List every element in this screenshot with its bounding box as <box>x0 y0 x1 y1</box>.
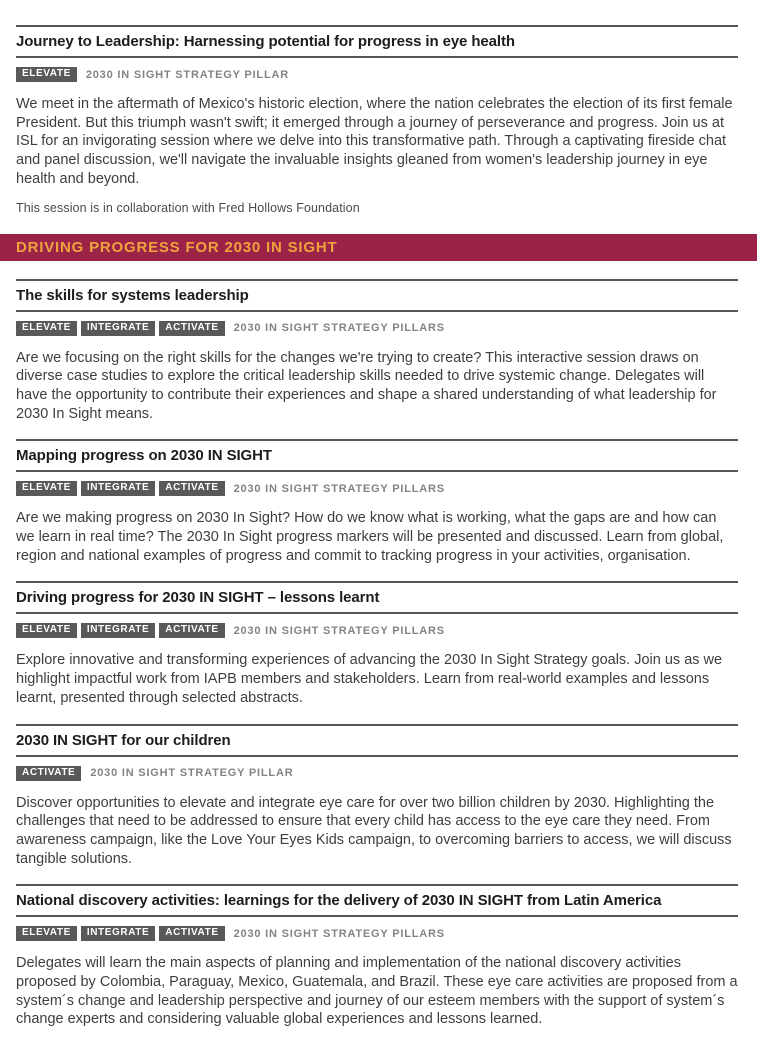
pillar-row-label: 2030 IN SIGHT STRATEGY PILLARS <box>233 927 445 940</box>
session-title: National discovery activities: learnings for the delivery of 2030 IN SIGHT from Latin America <box>16 892 662 910</box>
session-header <box>16 581 738 614</box>
section-banner-label: DRIVING PROGRESS FOR 2030 IN SIGHT <box>16 238 338 256</box>
pillar-row-label: 2030 IN SIGHT STRATEGY PILLARS <box>233 624 445 637</box>
session-header <box>16 884 738 917</box>
session-title: The skills for systems leadership <box>16 286 249 304</box>
pillar-row <box>16 481 738 496</box>
pillar-tag-integrate: INTEGRATE <box>81 623 155 638</box>
pillar-row <box>16 766 738 781</box>
session-journey-to-leadership <box>16 25 738 216</box>
pillar-row-label: 2030 IN SIGHT STRATEGY PILLAR <box>85 68 289 81</box>
session-national-discovery-activities <box>16 884 738 1029</box>
pillar-row-label: 2030 IN SIGHT STRATEGY PILLARS <box>233 482 445 495</box>
session-title: Driving progress for 2030 IN SIGHT – lessons learnt <box>16 589 380 607</box>
pillar-tag-integrate: INTEGRATE <box>81 321 155 336</box>
pillar-tag-activate: ACTIVATE <box>159 321 224 336</box>
session-description: Explore innovative and transforming experiences of advancing the 2030 In Sight Strategy goals. Join us as we highlight impactful work from IAPB members and stakeholders. Learn from real-world examples and lessons learnt, presented through selected abstracts. <box>16 652 723 706</box>
session-header <box>16 439 738 472</box>
pillar-tag-elevate: ELEVATE <box>16 321 77 336</box>
session-header <box>16 279 738 312</box>
session-description: We meet in the aftermath of Mexico's historic election, where the nation celebrates the election of its first female President. But this triumph wasn't swift; it emerged through a journey of perseverance and progress. Join us at ISL for an invigorating session where we delve into this transformative path. Through a captivating fireside chat and panel discussion, we'll navigate the invaluable insights gleaned from women's leadership journey in eye health and beyond. <box>16 96 733 187</box>
session-description: Are we making progress on 2030 In Sight? How do we know what is working, what the gaps are and how can we learn in real time? The 2030 In Sight progress markers will be presented and discussed. Learn from global, region and national examples of progress and commit to tracking progress in your activities, organisation. <box>16 510 724 564</box>
session-for-our-children <box>16 724 738 869</box>
session-description: Discover opportunities to elevate and integrate eye care for over two billion children by 2030. Highlighting the challenges that need to be addressed to ensure that every child has access to the eye care they need. From awareness campaign, like the Love Your Eyes Kids campaign, to overcoming barriers to access, we will discuss tangible solutions. <box>16 794 732 867</box>
collaboration-note: This session is in collaboration with Fred Hollows Foundation <box>16 200 360 215</box>
pillar-row <box>16 321 738 336</box>
session-driving-progress-lessons-learnt <box>16 581 738 707</box>
session-header <box>16 724 738 757</box>
pillar-row-label: 2030 IN SIGHT STRATEGY PILLAR <box>90 767 294 780</box>
session-description: Delegates will learn the main aspects of planning and implementation of the national discovery activities proposed by Colombia, Paraguay, Mexico, Guatemala, and Brazil. These eye care activities are proposed from a system´s change and leadership perspective and journey of our esteem members with the support of system´s change experts and considering valuable global experiences and lessons learned. <box>16 955 738 1028</box>
pillar-row-label: 2030 IN SIGHT STRATEGY PILLARS <box>233 322 445 335</box>
pillar-tag-integrate: INTEGRATE <box>81 481 155 496</box>
session-mapping-progress <box>16 439 738 565</box>
pillar-tag-elevate: ELEVATE <box>16 67 77 82</box>
pillar-row <box>16 67 738 82</box>
session-header <box>16 25 738 58</box>
session-title: Journey to Leadership: Harnessing potential for progress in eye health <box>16 33 515 50</box>
session-skills-for-systems-leadership <box>16 279 738 424</box>
pillar-tag-elevate: ELEVATE <box>16 481 77 496</box>
session-description: Are we focusing on the right skills for the changes we're trying to create? This interactive session draws on diverse case studies to explore the critical leadership skills needed to drive systemic change. Delegates will have the opportunity to contribute their experiences and shape a shared understanding of what leadership for 2030 In Sight means. <box>16 349 717 422</box>
pillar-tag-integrate: INTEGRATE <box>81 926 155 941</box>
session-title: 2030 IN SIGHT for our children <box>16 731 231 749</box>
pillar-tag-elevate: ELEVATE <box>16 623 77 638</box>
pillar-tag-activate: ACTIVATE <box>159 926 224 941</box>
pillar-tag-elevate: ELEVATE <box>16 926 77 941</box>
section-banner <box>0 234 757 261</box>
pillar-tag-activate: ACTIVATE <box>159 481 224 496</box>
pillar-tag-activate: ACTIVATE <box>159 623 224 638</box>
session-title: Mapping progress on 2030 IN SIGHT <box>16 447 272 465</box>
pillar-tag-activate: ACTIVATE <box>16 766 81 781</box>
pillar-row <box>16 926 738 941</box>
pillar-row <box>16 623 738 638</box>
